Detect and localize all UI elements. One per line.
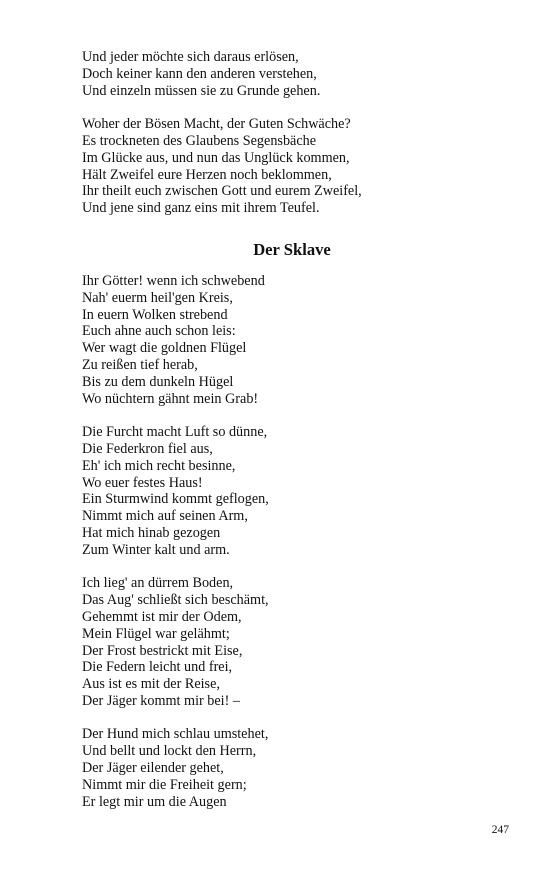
verse-line: Hat mich hinab gezogen: [82, 524, 221, 541]
verse-line: Nah' euerm heil'gen Kreis,: [82, 289, 233, 306]
verse-line: Und jeder möchte sich daraus erlösen,: [82, 49, 299, 65]
verse-line: Das Aug' schließt sich beschämt,: [82, 592, 269, 609]
verse-line: Gehemmt ist mir der Odem,: [82, 608, 242, 625]
verse-line: Mein Flügel war gelähmt;: [82, 625, 230, 642]
verse-line: Euch ahne auch schon leis:: [82, 323, 236, 340]
verse-line: Der Hund mich schlau umstehet,: [82, 726, 269, 743]
verse-line: Im Glücke aus, und nun das Unglück kommen,: [82, 149, 350, 166]
verse-line: Zum Winter kalt und arm.: [82, 541, 230, 558]
verse-line: Eh' ich mich recht besinne,: [82, 457, 236, 474]
stanza: [82, 424, 502, 558]
verse-line: Und einzeln müssen sie zu Grunde gehen.: [82, 82, 321, 99]
verse-line: Die Federkron fiel aus,: [82, 440, 213, 457]
stanza: [82, 575, 502, 709]
verse-line: Er legt mir um die Augen: [82, 793, 227, 810]
verse-line: Und jene sind ganz eins mit ihrem Teufel.: [82, 200, 320, 217]
verse-line: Wo nüchtern gähnt mein Grab!: [82, 390, 259, 407]
poem-title: Der Sklave: [253, 239, 331, 259]
verse-line: Aus ist es mit der Reise,: [82, 676, 220, 693]
verse-line: Ihr Götter! wenn ich schwebend: [82, 272, 265, 289]
verse-line: Nimmt mich auf seinen Arm,: [82, 508, 248, 525]
stanza: [82, 273, 502, 407]
verse-line: Die Federn leicht und frei,: [82, 659, 233, 676]
verse-line: Zu reißen tief herab,: [82, 356, 198, 373]
verse-line: Ein Sturmwind kommt geflogen,: [82, 491, 269, 508]
page-number: 247: [491, 824, 509, 836]
verse-line: In euern Wolken strebend: [82, 306, 228, 323]
verse-line: Doch keiner kann den anderen verstehen,: [82, 65, 317, 82]
verse-line: Es trockneten des Glaubens Segensbäche: [82, 132, 317, 149]
verse-line: Ihr theilt euch zwischen Gott und eurem Zweifel,: [82, 183, 362, 200]
verse-line: Nimmt mir die Freiheit gern;: [82, 776, 247, 793]
verse-line: Und bellt und lockt den Herrn,: [82, 743, 257, 760]
verse-line: Woher der Bösen Macht, der Guten Schwäche?: [82, 116, 351, 133]
verse-line: Wo euer festes Haus!: [82, 474, 203, 491]
verse-line: Der Jäger eilender gehet,: [82, 760, 224, 777]
verse-line: Der Jäger kommt mir bei! –: [82, 692, 240, 709]
verse-line: Der Frost bestrickt mit Eise,: [82, 642, 243, 659]
poem-body: [82, 273, 502, 811]
stanza: [82, 49, 502, 99]
verse-line: Wer wagt die goldnen Flügel: [82, 340, 247, 357]
verse-line: Bis zu dem dunkeln Hügel: [82, 373, 234, 390]
previous-poem-continuation: [82, 49, 502, 217]
page-content: [82, 49, 502, 810]
stanza: [82, 726, 502, 810]
verse-line: Hält Zweifel eure Herzen noch beklommen,: [82, 166, 332, 183]
verse-line: Die Furcht macht Luft so dünne,: [82, 424, 268, 441]
stanza: [82, 116, 502, 217]
verse-line: Ich lieg' an dürrem Boden,: [82, 575, 234, 592]
